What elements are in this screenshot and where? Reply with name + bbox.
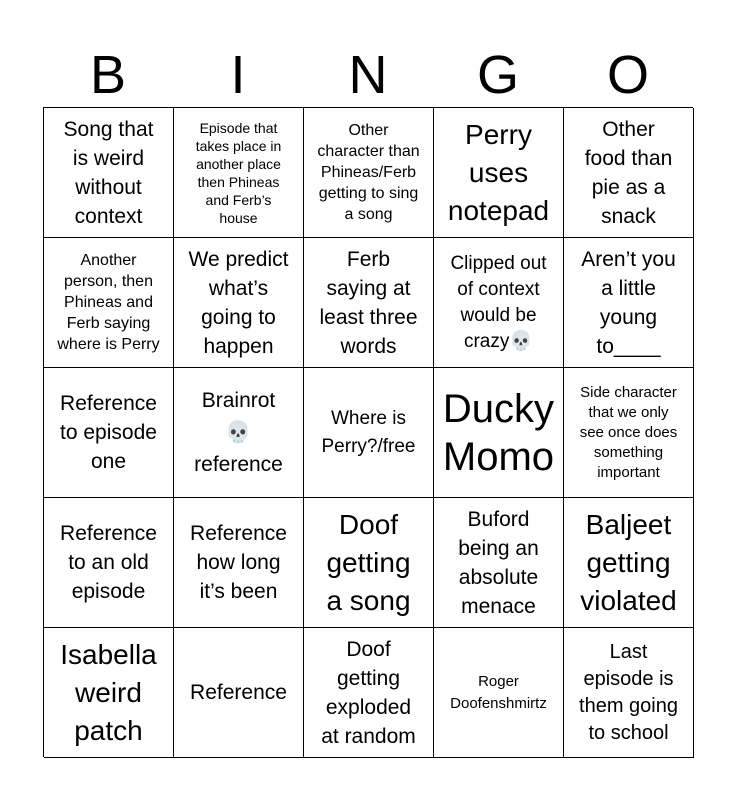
cell-text: Other food than pie as a snack [584,117,673,228]
header-letter-n: N [348,45,388,105]
bingo-cell[interactable] [44,628,174,758]
cell-text: We predict what’s going to happen [188,247,289,358]
cell-text: Baljeet getting violated [580,508,677,616]
bingo-cell[interactable] [564,108,694,238]
cell-text: Roger Doofenshmirtz [450,672,547,712]
bingo-cell[interactable] [564,238,694,368]
cell-text: Brainrot 💀 reference [194,388,283,476]
cell-text: Another person, then Phineas and Ferb saying where is Perry [57,252,160,353]
cell-text: Doof getting exploded at random [321,637,416,748]
bingo-cell[interactable] [564,628,694,758]
cell-text: Ferb saying at least three words [319,247,418,358]
bingo-cell[interactable] [44,108,174,238]
header-letter-b: B [89,45,127,105]
bingo-cell[interactable] [174,238,304,368]
cell-text: Reference how long it’s been [190,522,287,603]
cell-text: Song that is weird without context [63,117,154,228]
bingo-cell[interactable] [174,628,304,758]
cell-text: Clipped out of context would be crazy💀 [450,252,547,352]
bingo-cell[interactable] [304,368,434,498]
cell-text: Isabella weird patch [60,638,157,746]
bingo-header [43,42,693,108]
bingo-cell[interactable] [564,368,694,498]
cell-text: Buford being an absolute menace [458,507,539,618]
cell-text: Episode that takes place in another place then Phineas and Ferb’s house [195,119,282,226]
cell-text: Ducky Momo [442,386,555,479]
bingo-cell[interactable] [44,498,174,628]
bingo-cell[interactable] [434,368,564,498]
bingo-cell[interactable] [304,238,434,368]
bingo-cell[interactable] [304,628,434,758]
bingo-cell[interactable] [434,238,564,368]
bingo-cell[interactable] [434,498,564,628]
cell-text: Aren’t you a little young to____ [581,247,676,358]
bingo-cell[interactable] [434,628,564,758]
bingo-cell[interactable] [304,498,434,628]
bingo-cell[interactable] [174,108,304,238]
cell-text: Reference to episode one [60,392,157,473]
bingo-cell[interactable] [304,108,434,238]
bingo-cell[interactable] [44,238,174,368]
bingo-cell[interactable] [564,498,694,628]
cell-text: Side character that we only see once does something important [579,383,678,481]
header-letter-g: G [476,45,519,105]
cell-text: Other character than Phineas/Ferb getting to sing a song [317,122,420,223]
bingo-cell[interactable] [174,498,304,628]
cell-text: Reference to an old episode [60,522,157,603]
cell-text: Where is Perry?/free [321,407,416,457]
bingo-cell[interactable] [44,368,174,498]
header-letter-o: O [606,45,649,105]
bingo-cell[interactable] [174,368,304,498]
cell-text: Reference [190,681,287,704]
bingo-cell[interactable] [434,108,564,238]
cell-text: Last episode is them going to school [579,640,678,744]
cell-text: Doof getting a song [326,508,411,616]
bingo-grid [43,107,693,757]
cell-text: Perry uses notepad [447,118,550,226]
header-letter-i: I [230,45,246,105]
